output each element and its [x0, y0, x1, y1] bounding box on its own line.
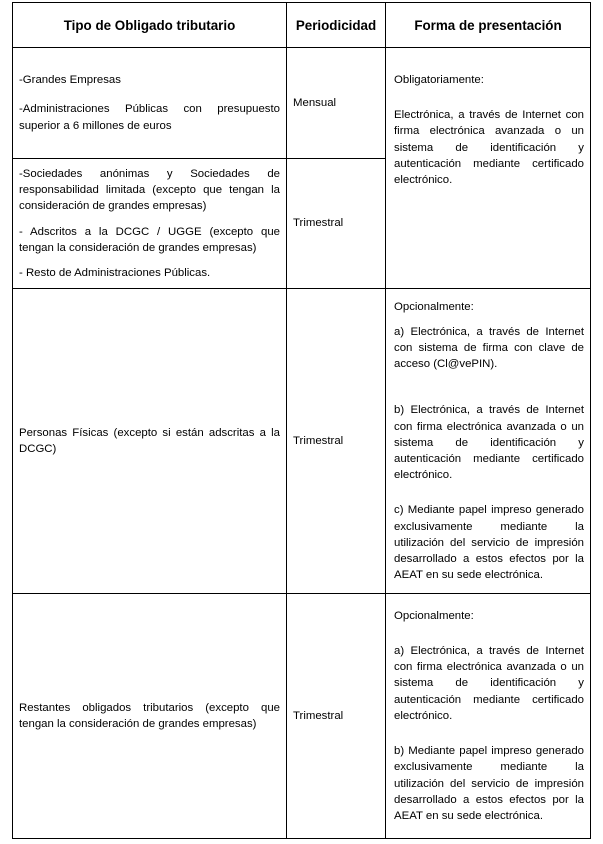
tax-obligations-table [12, 2, 591, 839]
tipo-text: -Administraciones Públicas con presupuesto superior a 6 millones de euros [19, 103, 280, 132]
tipo-cell: Restantes obligados tributarios (excepto que tengan la consideración de grandes empresas) [13, 594, 287, 839]
periodicidad-cell: Trimestral [287, 594, 386, 839]
tipo-cell [13, 48, 287, 159]
periodicidad-cell: Trimestral [287, 289, 386, 594]
forma-text: Obligatoriamente: [394, 74, 484, 86]
forma-text: Opcionalmente: [394, 300, 474, 313]
forma-text: a) Electrónica, a través de Internet con sistema de firma con clave de acceso (Cl@vePIN). [394, 325, 584, 371]
periodicidad-cell: Mensual [287, 48, 386, 159]
table-row [13, 289, 591, 594]
periodicidad-cell: Trimestral [287, 159, 386, 289]
forma-text: a) Electrónica, a través de Internet con firma electrónica avanzada o un sistema de identificación y autenticación mediante certificado electrónico. [394, 645, 584, 722]
forma-cell [386, 594, 591, 839]
tipo-text: -Grandes Empresas [19, 74, 121, 87]
table-row [13, 48, 591, 159]
forma-text: Opcionalmente: [394, 609, 474, 622]
tipo-text: - Resto de Administraciones Públicas. [19, 266, 211, 279]
forma-cell [386, 48, 591, 289]
tipo-text: - Adscritos a la DCGC / UGGE (excepto que tengan la consideración de grandes empresas) [19, 225, 280, 254]
table-row [13, 594, 591, 839]
header-periodicidad: Periodicidad [287, 3, 386, 48]
forma-text: Electrónica, a través de Internet con firma electrónica avanzada o un sistema de identificación y autenticación mediante certificado electrónico. [394, 109, 584, 187]
header-forma: Forma de presentación [386, 3, 591, 48]
forma-text: b) Electrónica, a través de Internet con firma electrónica avanzada o un sistema de identificación y autenticación mediante certificado electrónico. [394, 404, 584, 482]
forma-cell [386, 289, 591, 594]
forma-text: b) Mediante papel impreso generado exclusivamente mediante la utilización del servicio de impresión desarrollado a estos efectos por la AEAT en su sede electrónica. [394, 745, 584, 822]
tipo-cell [13, 159, 287, 289]
header-row [13, 3, 591, 48]
forma-text: c) Mediante papel impreso generado exclusivamente mediante la utilización del servicio de impresión desarrollado a estos efectos por la AEAT en su sede electrónica. [394, 504, 584, 582]
tipo-cell: Personas Físicas (excepto si están adscritas a la DCGC) [13, 289, 287, 594]
header-tipo: Tipo de Obligado tributario [13, 3, 287, 48]
tipo-text: -Sociedades anónimas y Sociedades de responsabilidad limitada (excepto que tengan la consideración de grandes empresas) [19, 167, 280, 213]
